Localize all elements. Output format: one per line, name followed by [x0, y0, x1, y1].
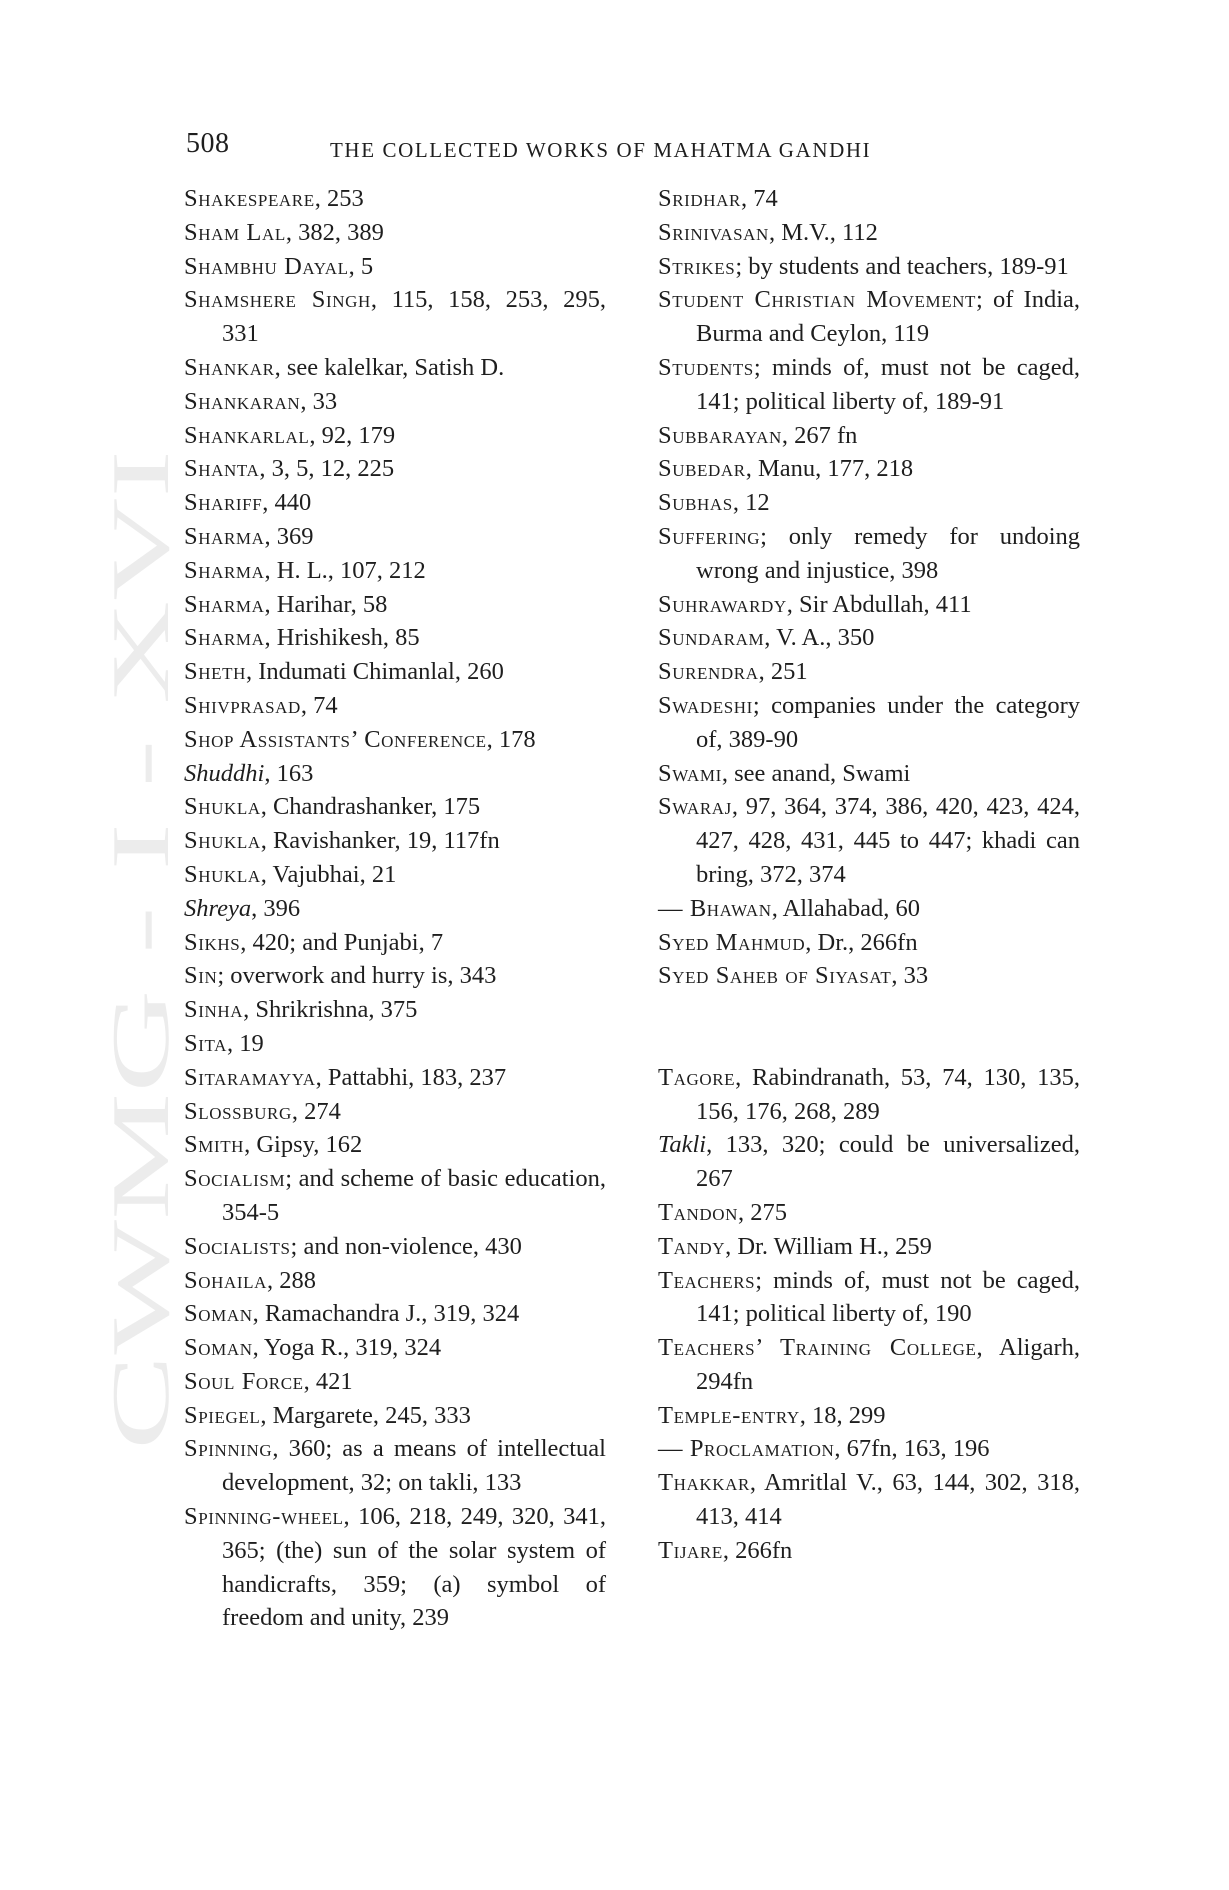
index-entry: Sita, 19: [184, 1029, 264, 1057]
index-entry: Teachers; minds of, must not be caged, 141; political liberty of, 190: [658, 1266, 1080, 1328]
index-entry: Surendra, 251: [658, 658, 808, 686]
index-entry: Shamshere Singh, 115, 158, 253, 295, 331: [184, 286, 606, 348]
letter-section-gap: [658, 993, 1080, 1061]
index-entry: Srinivasan, M.V., 112: [658, 218, 878, 246]
index-entry: — Bhawan, Allahabad, 60: [658, 894, 921, 922]
index-entry: Soul Force, 421: [184, 1367, 353, 1395]
index-entry: Shivprasad, 74: [184, 691, 338, 719]
index-entry: Shankaran, 33: [184, 387, 338, 415]
index-entry: Shukla, Vajubhai, 21: [184, 860, 397, 888]
index-entry: Sheth, Indumati Chimanlal, 260: [184, 658, 504, 686]
index-entry: Suhrawardy, Sir Abdullah, 411: [658, 590, 972, 618]
index-entry: Spinning, 360; as a means of intellectual development, 32; on takli, 133: [184, 1435, 606, 1497]
index-entry: Takli, 133, 320; could be universalized, 267: [658, 1131, 1080, 1193]
index-entry: Shankar, see kalelkar, Satish D.: [184, 353, 505, 381]
index-entry: Strikes; by students and teachers, 189-91: [658, 252, 1069, 280]
index-entry: Sridhar, 74: [658, 185, 778, 212]
index-entry: Swaraj, 97, 364, 374, 386, 420, 423, 424, 427, 428, 431, 445 to 447; khadi can bring, 372, 374: [658, 793, 1080, 888]
index-entry: Shreya, 396: [184, 894, 301, 922]
watermark: [95, 440, 188, 1460]
index-entry: Shukla, Chandrashanker, 175: [184, 793, 481, 821]
index-entry: Shambhu Dayal, 5: [184, 252, 374, 280]
index-entry: Shukla, Ravishanker, 19, 117fn: [184, 827, 500, 855]
index-entry: Tandon, 275: [658, 1198, 787, 1226]
index-column-right: [658, 182, 1080, 1568]
index-entry: Syed Saheb of Siyasat, 33: [658, 962, 929, 990]
watermark-text: CWMG - I - XVI: [95, 876, 186, 1450]
index-entry: Socialism; and scheme of basic education, 354-5: [184, 1165, 606, 1226]
index-entry: Smith, Gipsy, 162: [184, 1131, 363, 1159]
index-entry: Subbarayan, 267 fn: [658, 421, 858, 449]
index-entry: Sundaram, V. A., 350: [658, 624, 875, 652]
index-entry: — Proclamation, 67fn, 163, 196: [658, 1435, 990, 1463]
running-title: THE COLLECTED WORKS OF MAHATMA GANDHI: [330, 138, 872, 162]
index-entry: Temple-entry, 18, 299: [658, 1401, 886, 1429]
index-entry: Sin; overwork and hurry is, 343: [184, 962, 497, 990]
index-entry: Slossburg, 274: [184, 1097, 341, 1125]
index-entry: Syed Mahmud, Dr., 266fn: [658, 928, 918, 956]
index-entry: Suffering; only remedy for undoing wrong and injustice, 398: [658, 522, 1080, 584]
index-entry: Shanta, 3, 5, 12, 225: [184, 455, 395, 483]
index-entry: Shuddhi, 163: [184, 759, 314, 787]
index-entry: Tijare, 266fn: [658, 1536, 793, 1564]
index-entry: Shakespeare, 253: [184, 185, 364, 212]
index-entry: Sohaila, 288: [184, 1266, 316, 1294]
index-entry: Shop Assistants’ Conference, 178: [184, 725, 536, 753]
index-entry: Sitaramayya, Pattabhi, 183, 237: [184, 1063, 507, 1091]
index-entry: Tandy, Dr. William H., 259: [658, 1232, 932, 1260]
page-number: 508: [186, 128, 230, 159]
index-entry: Swami, see anand, Swami: [658, 759, 911, 787]
index-entry: Tagore, Rabindranath, 53, 74, 130, 135, 156, 176, 268, 289: [658, 1063, 1080, 1125]
index-entry: Soman, Yoga R., 319, 324: [184, 1334, 442, 1362]
index-entry: Sharma, H. L., 107, 212: [184, 556, 426, 584]
index-entry: Students; minds of, must not be caged, 141; political liberty of, 189-91: [658, 353, 1080, 415]
index-entry: Subedar, Manu, 177, 218: [658, 455, 914, 483]
index-entry: Spinning-wheel, 106, 218, 249, 320, 341, 365; (the) sun of the solar system of handicrafts, 359; (a) symbol of freedom and unity, 239: [184, 1503, 606, 1632]
index-entry: Sharma, Harihar, 58: [184, 590, 388, 618]
index-entry: Shankarlal, 92, 179: [184, 421, 396, 449]
index-entry: Swadeshi; companies under the category of, 389-90: [658, 691, 1080, 753]
index-entry: Sikhs, 420; and Punjabi, 7: [184, 928, 444, 956]
index-entry: Socialists; and non-violence, 430: [184, 1232, 522, 1260]
index-entry: Soman, Ramachandra J., 319, 324: [184, 1300, 520, 1328]
index-entry: Thakkar, Amritlal V., 63, 144, 302, 318, 413, 414: [658, 1469, 1080, 1531]
index-entry: Sham Lal, 382, 389: [184, 218, 384, 246]
index-entry: Sinha, Shrikrishna, 375: [184, 996, 418, 1024]
index-entry: Sharma, Hrishikesh, 85: [184, 624, 420, 652]
index-entry: Spiegel, Margarete, 245, 333: [184, 1401, 471, 1429]
index-entry: Shariff, 440: [184, 489, 312, 517]
page-header: [186, 128, 1046, 168]
index-entry: Sharma, 369: [184, 522, 314, 550]
index-entry: Student Christian Movement; of India, Burma and Ceylon, 119: [658, 286, 1081, 348]
index-entry: Teachers’ Training College, Aligarh, 294fn: [658, 1334, 1080, 1395]
index-column-left: [184, 182, 606, 1635]
index-entry: Subhas, 12: [658, 489, 770, 517]
